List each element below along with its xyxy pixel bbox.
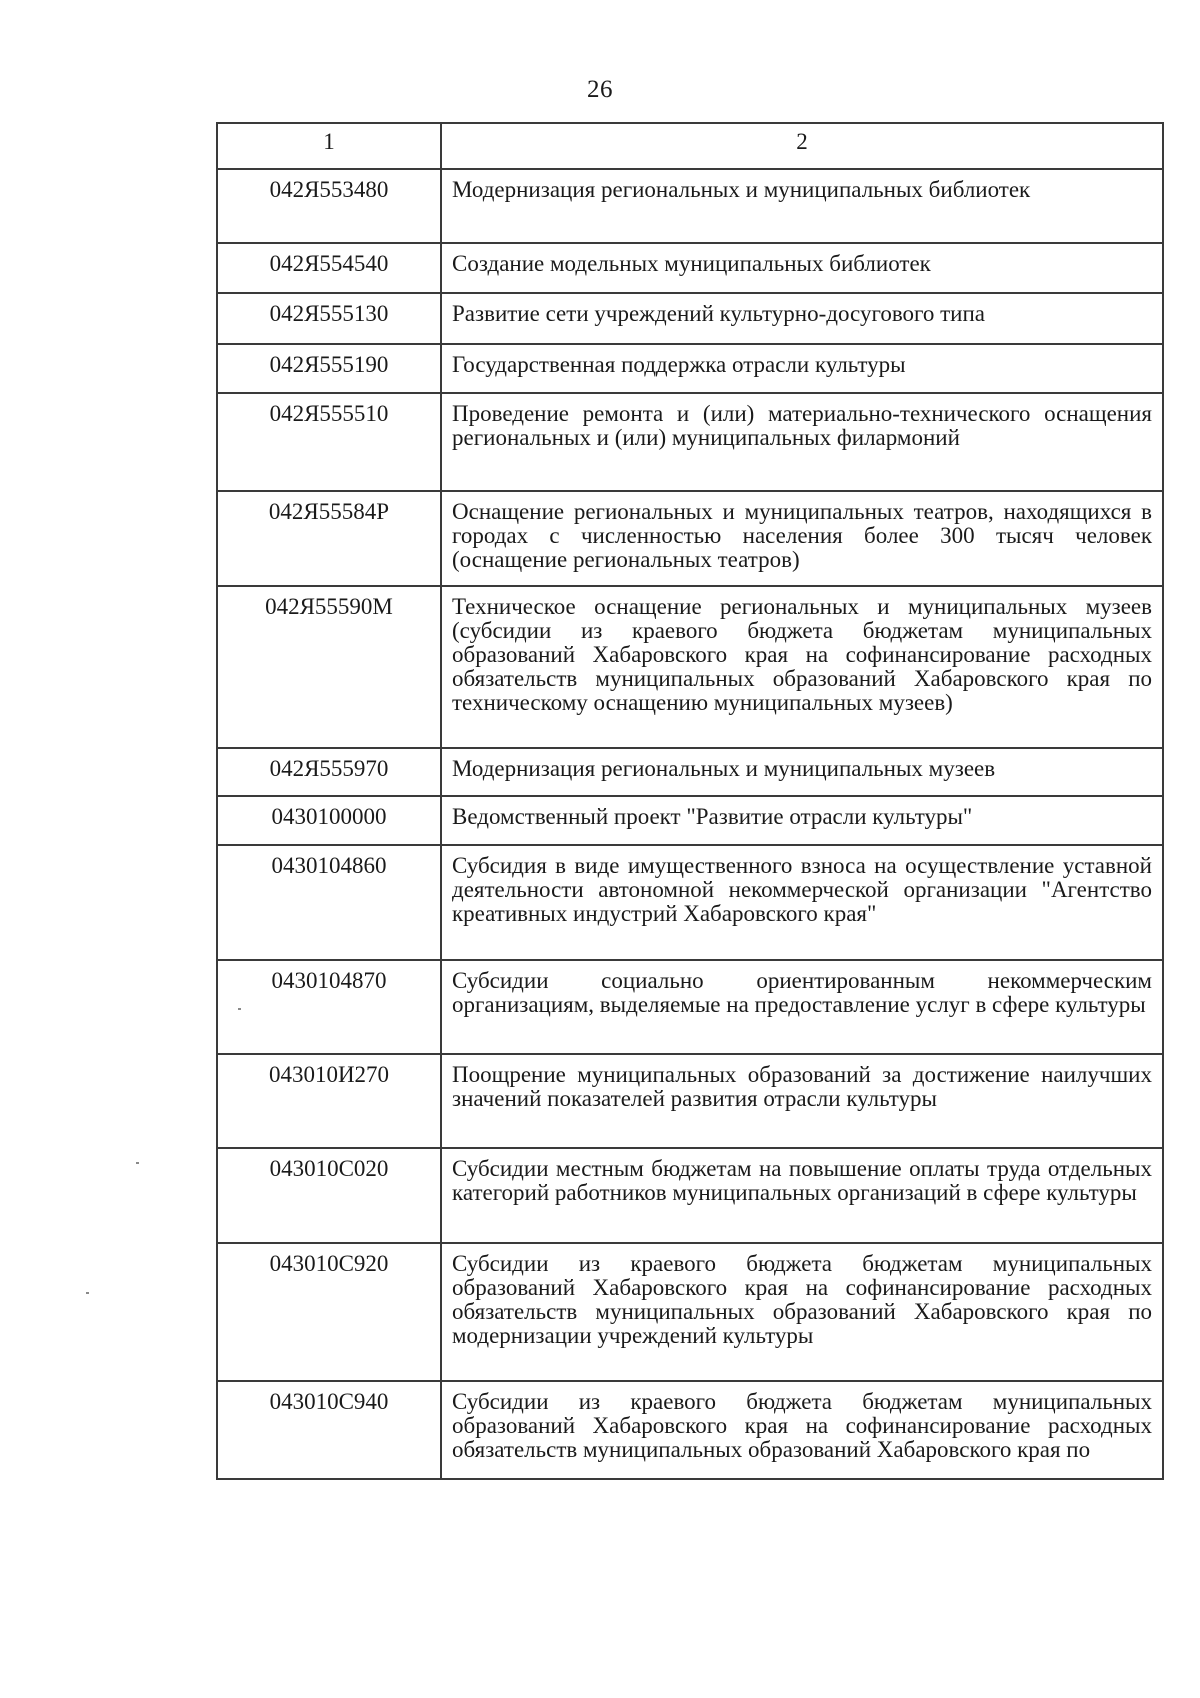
scan-speck [238,1008,241,1010]
row-code: 043010И270 [217,1054,441,1148]
row-description: Проведение ремонта и (или) материально-технического оснащения региональных и (или) муниципальных филармоний [441,393,1163,491]
row-description: Ведомственный проект "Развитие отрасли культуры" [441,796,1163,845]
table-row [217,169,1163,243]
table-row [217,243,1163,293]
row-code: 042Я55584Р [217,491,441,586]
table-header-row [217,123,1163,169]
column-header-code: 1 [217,123,441,169]
row-code: 043010С020 [217,1148,441,1243]
table-row [217,393,1163,491]
row-code: 042Я55590М [217,586,441,748]
row-description: Техническое оснащение региональных и муниципальных музеев (субсидии из краевого бюджета бюджетам муниципальных образований Хабаровского края на софинансирование расходных обязательств муниципальных образований Хабаровского края по техническому оснащению муниципальных музеев) [441,586,1163,748]
table-row [217,748,1163,796]
row-code: 042Я554540 [217,243,441,293]
table-row [217,1243,1163,1381]
row-description: Субсидия в виде имущественного взноса на осуществление уставной деятельности автономной некоммерческой организации "Агентство креативных индустрий Хабаровского края" [441,845,1163,960]
table-row [217,293,1163,344]
scan-speck [86,1292,89,1294]
table-row [217,845,1163,960]
row-description: Создание модельных муниципальных библиотек [441,243,1163,293]
row-code: 042Я555510 [217,393,441,491]
row-description: Оснащение региональных и муниципальных театров, находящихся в городах с численностью населения более 300 тысяч человек (оснащение региональных театров) [441,491,1163,586]
row-description: Развитие сети учреждений культурно-досугового типа [441,293,1163,344]
row-description: Субсидии социально ориентированным некоммерческим организациям, выделяемые на предоставление услуг в сфере культуры [441,960,1163,1054]
table-row [217,491,1163,586]
row-code: 042Я553480 [217,169,441,243]
row-code: 042Я555130 [217,293,441,344]
table-row [217,1148,1163,1243]
row-code: 0430104870 [217,960,441,1054]
column-header-description: 2 [441,123,1163,169]
table-row [217,586,1163,748]
row-description: Поощрение муниципальных образований за достижение наилучших значений показателей развития отрасли культуры [441,1054,1163,1148]
table-row [217,1381,1163,1479]
row-code: 042Я555970 [217,748,441,796]
scan-speck [136,1162,139,1164]
row-description: Субсидии из краевого бюджета бюджетам муниципальных образований Хабаровского края на софинансирование расходных обязательств муниципальных образований Хабаровского края по [441,1381,1163,1479]
row-description: Модернизация региональных и муниципальных музеев [441,748,1163,796]
table-row [217,960,1163,1054]
table-row [217,1054,1163,1148]
row-code: 042Я555190 [217,344,441,393]
table-row [217,796,1163,845]
row-code: 043010С920 [217,1243,441,1381]
row-code: 0430104860 [217,845,441,960]
table-row [217,344,1163,393]
row-description: Государственная поддержка отрасли культуры [441,344,1163,393]
row-description: Модернизация региональных и муниципальных библиотек [441,169,1163,243]
row-description: Субсидии из краевого бюджета бюджетам муниципальных образований Хабаровского края на софинансирование расходных обязательств муниципальных образований Хабаровского края по модернизации учреждений культуры [441,1243,1163,1381]
row-code: 043010С940 [217,1381,441,1479]
row-description: Субсидии местным бюджетам на повышение оплаты труда отдельных категорий работников муниципальных организаций в сфере культуры [441,1148,1163,1243]
page-number: 26 [587,76,613,103]
budget-code-table [216,122,1164,1480]
row-code: 0430100000 [217,796,441,845]
